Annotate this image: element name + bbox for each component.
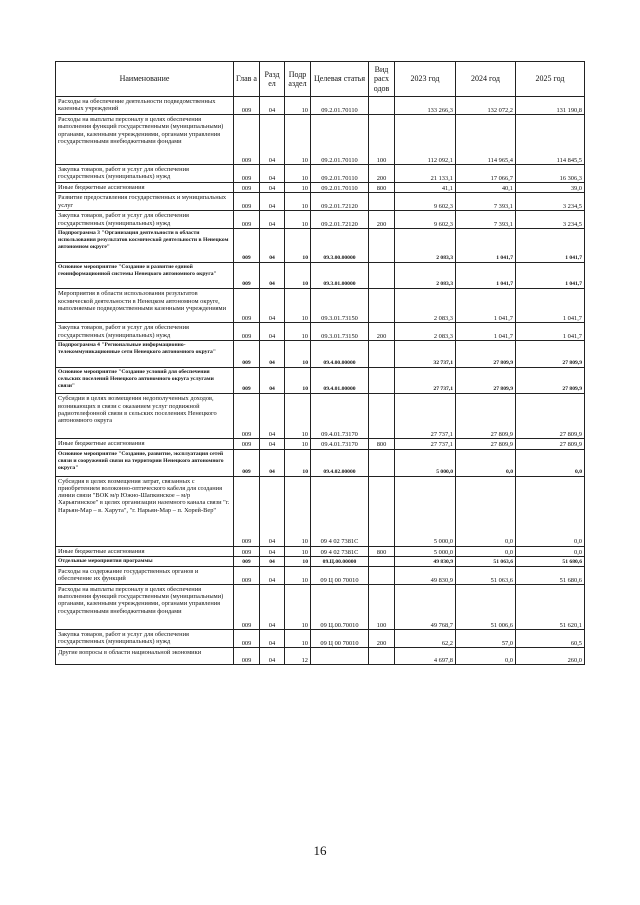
row-tselevaya-cell: 09 4 02 7381С (311, 546, 369, 556)
row-name-cell: Иные бюджетные ассигнования (56, 439, 234, 449)
row-razdel-cell: 04 (260, 183, 285, 193)
row-podrazdel-cell: 10 (285, 546, 311, 556)
row-2023-cell: 21 133,1 (395, 165, 456, 183)
header-podrazdel: Подр аздел (285, 62, 311, 97)
row-2023-cell: 2 083,3 (395, 323, 456, 341)
row-podrazdel-cell: 10 (285, 183, 311, 193)
row-name-cell: Закупка товаров, работ и услуг для обеспечения государственных (муниципальных) нужд (56, 165, 234, 183)
row-2024-cell: 17 066,7 (456, 165, 516, 183)
header-2023: 2023 год (395, 62, 456, 97)
row-2025-cell: 0,0 (516, 476, 585, 546)
row-2024-cell: 57,0 (456, 629, 516, 647)
row-2023-cell: 2 083,3 (395, 229, 456, 263)
row-vid-cell (369, 556, 395, 566)
row-glava-cell: 009 (234, 584, 260, 629)
row-razdel-cell: 04 (260, 165, 285, 183)
row-vid-cell (369, 566, 395, 584)
row-2024-cell: 27 809,9 (456, 341, 516, 368)
row-vid-cell (369, 263, 395, 289)
table-row (56, 97, 585, 115)
row-vid-cell: 800 (369, 439, 395, 449)
row-razdel-cell: 04 (260, 566, 285, 584)
row-tselevaya-cell: 09.2.01.70110 (311, 97, 369, 115)
row-2023-cell: 2 083,3 (395, 263, 456, 289)
row-glava-cell: 009 (234, 263, 260, 289)
row-2024-cell: 27 809,9 (456, 394, 516, 439)
row-tselevaya-cell: 09.4.01.73170 (311, 394, 369, 439)
row-2025-cell: 16 306,3 (516, 165, 585, 183)
header-name: Наименование (56, 62, 234, 97)
table-row (56, 394, 585, 439)
row-2025-cell: 1 041,7 (516, 229, 585, 263)
table-row (56, 368, 585, 394)
header-vid: Вид расх одов (369, 62, 395, 97)
row-podrazdel-cell: 10 (285, 556, 311, 566)
row-vid-cell (369, 394, 395, 439)
row-2024-cell: 1 041,7 (456, 289, 516, 323)
row-razdel-cell: 04 (260, 211, 285, 229)
row-name-cell: Иные бюджетные ассигнования (56, 546, 234, 556)
row-2023-cell: 4 697,8 (395, 647, 456, 664)
row-glava-cell: 009 (234, 394, 260, 439)
table-row (56, 584, 585, 629)
row-glava-cell: 009 (234, 476, 260, 546)
row-name-cell: Подпрограмма 4 "Региональные информационно-телекоммуникационные сети Ненецкого автономного округа" (56, 341, 234, 368)
row-2025-cell: 51 680,6 (516, 556, 585, 566)
row-2024-cell: 0,0 (456, 647, 516, 664)
row-glava-cell: 009 (234, 229, 260, 263)
row-2024-cell: 51 063,6 (456, 556, 516, 566)
row-tselevaya-cell: 09 4 02 7381С (311, 476, 369, 546)
row-tselevaya-cell: 09.3.01.73150 (311, 289, 369, 323)
row-name-cell: Основное мероприятие "Создание, развитие, эксплуатация сетей связи и сооружений связи на территории Ненецкого автономного округа" (56, 449, 234, 476)
row-2025-cell: 3 234,5 (516, 211, 585, 229)
row-2024-cell: 0,0 (456, 546, 516, 556)
row-razdel-cell: 04 (260, 394, 285, 439)
row-name-cell: Расходы на содержание государственных органов и обеспечение их функций (56, 566, 234, 584)
row-glava-cell: 009 (234, 323, 260, 341)
row-glava-cell: 009 (234, 629, 260, 647)
row-razdel-cell: 04 (260, 647, 285, 664)
row-razdel-cell: 04 (260, 629, 285, 647)
table-header-row (56, 62, 585, 97)
row-name-cell: Развитие предоставления государственных и муниципальных услуг (56, 193, 234, 211)
row-razdel-cell: 04 (260, 263, 285, 289)
row-tselevaya-cell: 09.4.01.73170 (311, 439, 369, 449)
table-row (56, 211, 585, 229)
row-2024-cell: 0,0 (456, 449, 516, 476)
row-podrazdel-cell: 10 (285, 394, 311, 439)
row-2024-cell: 114 965,4 (456, 115, 516, 165)
row-2023-cell: 62,2 (395, 629, 456, 647)
row-podrazdel-cell: 10 (285, 629, 311, 647)
row-name-cell: Иные бюджетные ассигнования (56, 183, 234, 193)
row-2023-cell: 27 737,1 (395, 394, 456, 439)
row-2024-cell: 1 041,7 (456, 323, 516, 341)
row-name-cell: Субсидии в целях возмещения недополученных доходов, возникающих в связи с оказанием услуг подвижной радиотелефонной связи в сельских поселениях Ненецкого автономного округа (56, 394, 234, 439)
row-razdel-cell: 04 (260, 556, 285, 566)
row-podrazdel-cell: 10 (285, 289, 311, 323)
row-2025-cell: 51 620,1 (516, 584, 585, 629)
row-2023-cell: 49 768,7 (395, 584, 456, 629)
row-2023-cell: 32 737,1 (395, 341, 456, 368)
row-podrazdel-cell: 10 (285, 584, 311, 629)
table-body (56, 97, 585, 665)
row-razdel-cell: 04 (260, 229, 285, 263)
row-tselevaya-cell: 09.2.01.70110 (311, 115, 369, 165)
row-podrazdel-cell: 10 (285, 229, 311, 263)
row-podrazdel-cell: 10 (285, 211, 311, 229)
row-2023-cell: 9 602,3 (395, 211, 456, 229)
row-vid-cell: 800 (369, 183, 395, 193)
table-row (56, 546, 585, 556)
row-podrazdel-cell: 10 (285, 115, 311, 165)
row-vid-cell (369, 449, 395, 476)
row-razdel-cell: 04 (260, 449, 285, 476)
row-2023-cell: 49 830,9 (395, 566, 456, 584)
row-name-cell: Расходы на выплаты персоналу в целях обеспечения выполнения функций государственными (муниципальными) органами, казенными учреждениями, органами управления государственными внебюджетными фондами (56, 584, 234, 629)
row-razdel-cell: 04 (260, 97, 285, 115)
row-glava-cell: 009 (234, 439, 260, 449)
row-tselevaya-cell: 09.3.00.00000 (311, 229, 369, 263)
row-tselevaya-cell: 09.2.01.72120 (311, 193, 369, 211)
row-podrazdel-cell: 10 (285, 566, 311, 584)
row-podrazdel-cell: 10 (285, 323, 311, 341)
table-row (56, 476, 585, 546)
row-glava-cell: 009 (234, 556, 260, 566)
row-vid-cell (369, 193, 395, 211)
table-row (56, 647, 585, 664)
row-tselevaya-cell: 09.2.01.72120 (311, 211, 369, 229)
row-2023-cell: 5 000,0 (395, 476, 456, 546)
row-2025-cell: 3 234,5 (516, 193, 585, 211)
row-name-cell: Подпрограмма 3 "Организация деятельности в области использования результатов космической деятельности в Ненецком автономном округе" (56, 229, 234, 263)
row-glava-cell: 009 (234, 165, 260, 183)
row-2025-cell: 260,0 (516, 647, 585, 664)
row-name-cell: Отдельные мероприятия программы (56, 556, 234, 566)
row-2025-cell: 27 809,9 (516, 394, 585, 439)
row-razdel-cell: 04 (260, 476, 285, 546)
row-vid-cell: 200 (369, 165, 395, 183)
row-tselevaya-cell: 09.3.01.73150 (311, 323, 369, 341)
row-tselevaya-cell: 09 Ц 00 70010 (311, 629, 369, 647)
row-2025-cell: 0,0 (516, 546, 585, 556)
row-podrazdel-cell: 12 (285, 647, 311, 664)
row-2025-cell: 27 809,9 (516, 341, 585, 368)
row-2025-cell: 0,0 (516, 449, 585, 476)
row-2024-cell: 51 063,6 (456, 566, 516, 584)
table-row (56, 263, 585, 289)
row-2024-cell: 0,0 (456, 476, 516, 546)
row-2023-cell: 112 092,1 (395, 115, 456, 165)
row-name-cell: Другие вопросы в области национальной экономики (56, 647, 234, 664)
row-name-cell: Закупка товаров, работ и услуг для обеспечения государственных (муниципальных) нужд (56, 323, 234, 341)
row-2025-cell: 51 680,6 (516, 566, 585, 584)
row-glava-cell: 009 (234, 647, 260, 664)
row-razdel-cell: 04 (260, 289, 285, 323)
budget-table (55, 61, 585, 665)
row-podrazdel-cell: 10 (285, 368, 311, 394)
table-row (56, 341, 585, 368)
row-vid-cell: 800 (369, 546, 395, 556)
header-razdel: Разд ел (260, 62, 285, 97)
row-glava-cell: 009 (234, 183, 260, 193)
row-razdel-cell: 04 (260, 193, 285, 211)
row-podrazdel-cell: 10 (285, 97, 311, 115)
row-2025-cell: 1 041,7 (516, 263, 585, 289)
row-name-cell: Закупка товаров, работ и услуг для обеспечения государственных (муниципальных) нужд (56, 629, 234, 647)
row-tselevaya-cell: 09.2.01.70110 (311, 165, 369, 183)
row-razdel-cell: 04 (260, 584, 285, 629)
row-glava-cell: 009 (234, 449, 260, 476)
row-vid-cell: 200 (369, 323, 395, 341)
row-2023-cell: 5 000,0 (395, 449, 456, 476)
row-2024-cell: 1 041,7 (456, 229, 516, 263)
row-2023-cell: 27 737,1 (395, 439, 456, 449)
row-razdel-cell: 04 (260, 323, 285, 341)
row-glava-cell: 009 (234, 566, 260, 584)
row-2024-cell: 27 809,9 (456, 439, 516, 449)
row-glava-cell: 009 (234, 193, 260, 211)
row-2023-cell: 133 266,3 (395, 97, 456, 115)
row-2025-cell: 114 845,5 (516, 115, 585, 165)
table-row (56, 229, 585, 263)
row-glava-cell: 009 (234, 115, 260, 165)
row-podrazdel-cell: 10 (285, 165, 311, 183)
row-2025-cell: 27 809,9 (516, 439, 585, 449)
row-vid-cell: 100 (369, 584, 395, 629)
row-tselevaya-cell: 09 Ц 00 70010 (311, 566, 369, 584)
row-vid-cell: 100 (369, 115, 395, 165)
row-name-cell: Закупка товаров, работ и услуг для обеспечения государственных (муниципальных) нужд (56, 211, 234, 229)
row-glava-cell: 009 (234, 368, 260, 394)
row-2024-cell: 7 393,1 (456, 193, 516, 211)
row-podrazdel-cell: 10 (285, 476, 311, 546)
row-2023-cell: 49 830,9 (395, 556, 456, 566)
row-2025-cell: 39,0 (516, 183, 585, 193)
row-podrazdel-cell: 10 (285, 439, 311, 449)
row-razdel-cell: 04 (260, 546, 285, 556)
header-2024: 2024 год (456, 62, 516, 97)
table-row (56, 629, 585, 647)
row-2023-cell: 2 083,3 (395, 289, 456, 323)
row-2023-cell: 27 737,1 (395, 368, 456, 394)
table-row (56, 439, 585, 449)
table-row (56, 566, 585, 584)
row-2025-cell: 27 809,9 (516, 368, 585, 394)
row-podrazdel-cell: 10 (285, 193, 311, 211)
table-row (56, 449, 585, 476)
row-glava-cell: 009 (234, 341, 260, 368)
row-2023-cell: 5 000,0 (395, 546, 456, 556)
row-razdel-cell: 04 (260, 368, 285, 394)
row-razdel-cell: 04 (260, 439, 285, 449)
row-tselevaya-cell: 09.4.00.00000 (311, 341, 369, 368)
row-vid-cell (369, 476, 395, 546)
row-vid-cell (369, 368, 395, 394)
row-name-cell: Субсидия в целях возмещения затрат, связанных с приобретением волоконно-оптического кабеля для создания линии связи "ВОК м/р Южно-Шапкинское – м/р Харьягинское" в целях организации наземного канала связи "г. Нарьян-Мар – в. Харута", "г. Нарьян-Мар – п. Хорей-Вер" (56, 476, 234, 546)
row-podrazdel-cell: 10 (285, 341, 311, 368)
row-2024-cell: 51 006,6 (456, 584, 516, 629)
header-2025: 2025 год (516, 62, 585, 97)
row-tselevaya-cell: 09 Ц.00.70010 (311, 584, 369, 629)
row-2024-cell: 40,1 (456, 183, 516, 193)
table-row (56, 323, 585, 341)
table-row (56, 115, 585, 165)
header-glava: Глав а (234, 62, 260, 97)
row-2025-cell: 131 190,8 (516, 97, 585, 115)
row-razdel-cell: 04 (260, 115, 285, 165)
row-glava-cell: 009 (234, 97, 260, 115)
row-glava-cell: 009 (234, 546, 260, 556)
row-razdel-cell: 04 (260, 341, 285, 368)
row-vid-cell (369, 97, 395, 115)
row-2025-cell: 60,5 (516, 629, 585, 647)
row-tselevaya-cell: 09.2.01.70110 (311, 183, 369, 193)
row-2024-cell: 27 809,9 (456, 368, 516, 394)
row-2025-cell: 1 041,7 (516, 289, 585, 323)
row-2023-cell: 41,1 (395, 183, 456, 193)
row-glava-cell: 009 (234, 289, 260, 323)
row-tselevaya-cell (311, 647, 369, 664)
row-2024-cell: 1 041,7 (456, 263, 516, 289)
row-glava-cell: 009 (234, 211, 260, 229)
row-tselevaya-cell: 09.Ц.00.00000 (311, 556, 369, 566)
table-row (56, 556, 585, 566)
row-vid-cell (369, 289, 395, 323)
row-vid-cell: 200 (369, 629, 395, 647)
row-podrazdel-cell: 10 (285, 263, 311, 289)
row-tselevaya-cell: 09.4.01.00000 (311, 368, 369, 394)
row-name-cell: Расходы на выплаты персоналу в целях обеспечения выполнения функций государственными (муниципальными) органами, казенными учреждениями, органами управления государственными внебюджетными фондами (56, 115, 234, 165)
row-vid-cell (369, 229, 395, 263)
row-tselevaya-cell: 09.3.01.00000 (311, 263, 369, 289)
row-2024-cell: 7 393,1 (456, 211, 516, 229)
page-number: 16 (313, 843, 327, 858)
table-row (56, 165, 585, 183)
table-row (56, 183, 585, 193)
row-2025-cell: 1 041,7 (516, 323, 585, 341)
table-row (56, 289, 585, 323)
row-podrazdel-cell: 10 (285, 449, 311, 476)
row-vid-cell: 200 (369, 211, 395, 229)
row-tselevaya-cell: 09.4.02.00000 (311, 449, 369, 476)
row-name-cell: Основное мероприятие "Создание условий для обеспечения сельских поселений Ненецкого автономного округа услугами связи" (56, 368, 234, 394)
row-vid-cell (369, 341, 395, 368)
row-vid-cell (369, 647, 395, 664)
row-name-cell: Расходы на обеспечение деятельности подведомственных казенных учреждений (56, 97, 234, 115)
row-name-cell: Мероприятия в области использования результатов космической деятельности в Ненецком автономном округе, выполняемые подведомственными казенными учреждениями (56, 289, 234, 323)
table-row (56, 193, 585, 211)
header-tselevaya: Целевая статья (311, 62, 369, 97)
row-2023-cell: 9 602,3 (395, 193, 456, 211)
row-2024-cell: 132 072,2 (456, 97, 516, 115)
row-name-cell: Основное мероприятие "Создание и развитие единой геоинформационной системы Ненецкого автономного округа" (56, 263, 234, 289)
